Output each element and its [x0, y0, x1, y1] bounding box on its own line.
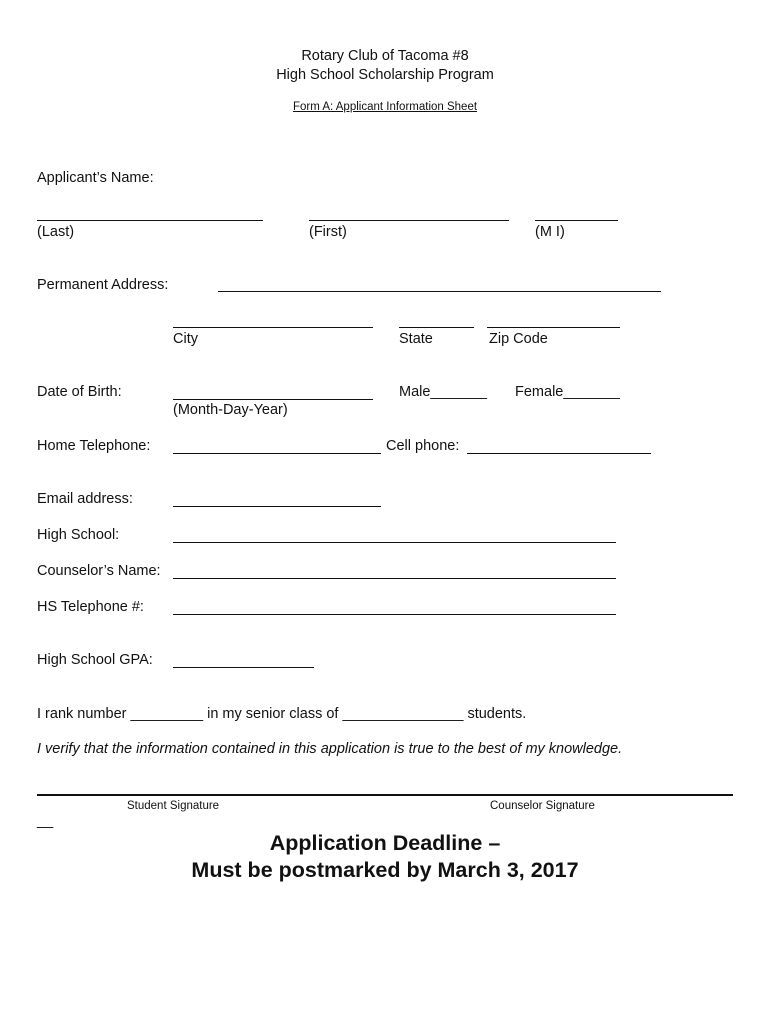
program-name: High School Scholarship Program: [276, 67, 494, 83]
org-name: Rotary Club of Tacoma #8: [301, 48, 469, 64]
first-name-line[interactable]: [309, 220, 509, 221]
mi-label: (M I): [535, 224, 565, 240]
dob-line[interactable]: [173, 399, 373, 400]
gpa-line[interactable]: [173, 667, 314, 668]
email-label: Email address:: [37, 491, 133, 507]
hs-telephone-label: HS Telephone #:: [37, 599, 144, 615]
class-rank-statement: I rank number _________ in my senior class of _______________ students.: [37, 706, 527, 722]
home-telephone-line[interactable]: [173, 453, 381, 454]
stray-mark: __: [37, 813, 54, 829]
counselor-name-line[interactable]: [173, 578, 616, 579]
hs-telephone-line[interactable]: [173, 614, 616, 615]
city-label: City: [173, 331, 198, 347]
form-title: [0, 101, 770, 113]
counselor-signature-label: Counselor Signature: [490, 800, 595, 812]
verification-statement: I verify that the information contained in this application is true to the best of my knowledge.: [37, 741, 623, 757]
signature-line[interactable]: [37, 794, 733, 796]
zip-label: Zip Code: [489, 331, 548, 347]
student-signature-label: Student Signature: [127, 800, 220, 812]
first-label: (First): [309, 224, 347, 240]
cell-phone-line[interactable]: [467, 453, 651, 454]
state-line[interactable]: [399, 327, 474, 328]
gpa-label: High School GPA:: [37, 652, 153, 668]
last-label: (Last): [37, 224, 75, 240]
female-field[interactable]: Female_______: [515, 384, 620, 400]
state-label: State: [399, 331, 433, 347]
dob-label: Date of Birth:: [37, 384, 122, 400]
email-line[interactable]: [173, 506, 381, 507]
high-school-line[interactable]: [173, 542, 616, 543]
high-school-label: High School:: [37, 527, 120, 543]
cell-phone-label: Cell phone:: [386, 438, 460, 454]
male-field[interactable]: Male_______: [399, 384, 487, 400]
postmark-deadline: Must be postmarked by March 3, 2017: [191, 858, 579, 882]
home-telephone-label: Home Telephone:: [37, 438, 151, 454]
middle-initial-line[interactable]: [535, 220, 618, 221]
form-title-text: Form A: Applicant Information Sheet: [292, 101, 478, 113]
applicant-name-label: Applicant’s Name:: [37, 170, 154, 186]
last-name-line[interactable]: [37, 220, 263, 221]
zip-line[interactable]: [487, 327, 620, 328]
address-label: Permanent Address:: [37, 277, 169, 293]
street-address-line[interactable]: [218, 291, 661, 292]
deadline-heading: Application Deadline –: [269, 831, 501, 855]
city-line[interactable]: [173, 327, 373, 328]
counselor-name-label: Counselor’s Name:: [37, 563, 161, 579]
dob-format: (Month-Day-Year): [173, 402, 288, 418]
